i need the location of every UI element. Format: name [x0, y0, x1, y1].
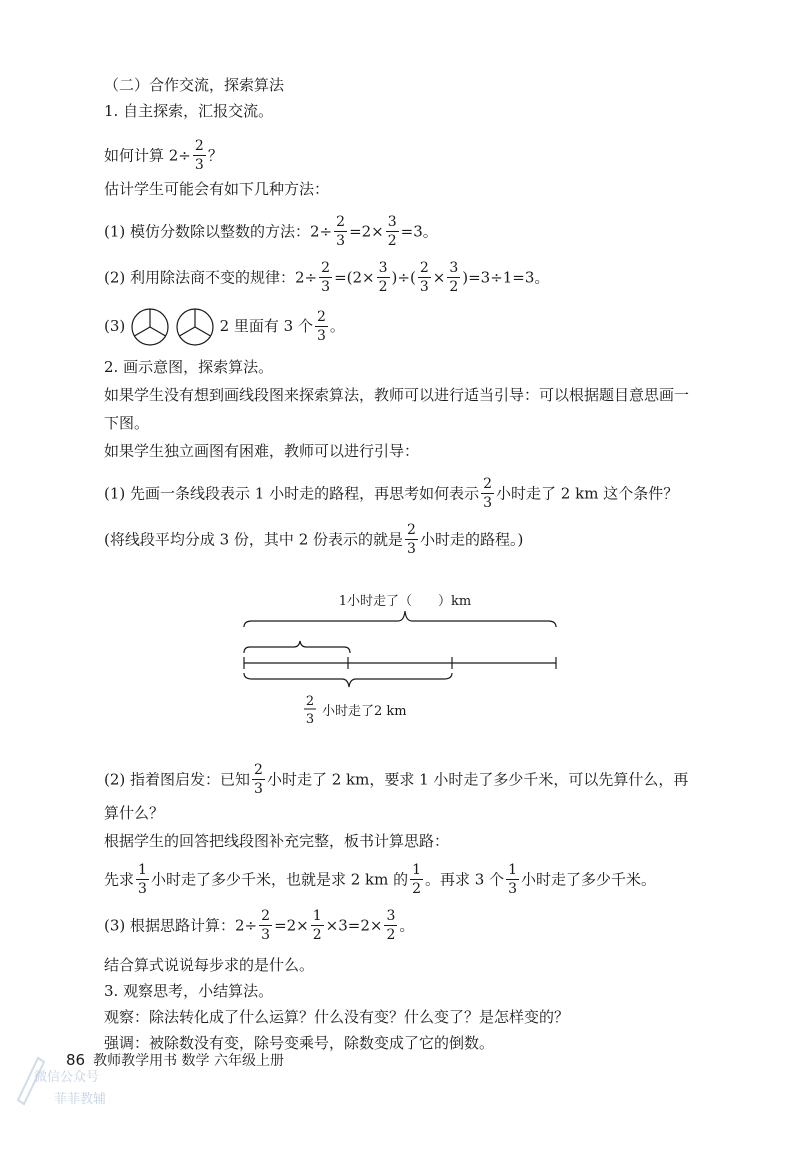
paragraph-1-line2: 下图。	[104, 414, 150, 432]
emphasis-line: 强调：被除数没有变，除号变乘号，除数变成了它的倒数。	[104, 1034, 495, 1052]
diagram-bottom-label: 小时走了2 km	[322, 704, 407, 719]
circle-thirds-icon	[130, 307, 170, 347]
step1-title: 1. 自主探索，汇报交流。	[104, 102, 274, 120]
section-heading: （二）合作交流，探索算法	[104, 76, 285, 94]
guide-3: (3) 根据思路计算：2÷ $\frac{2}{3}$ =2× $\frac{1}{2}$ ×3=2× $\frac{3}{2}$ 。	[104, 908, 415, 943]
diagram-frac-num: 2	[305, 694, 315, 709]
paragraph-5: 结合算式说说每步求的是什么。	[104, 956, 315, 974]
line-segment-diagram	[230, 585, 580, 735]
guide-1-note: (将线段平均分成 3 份，其中 2 份表示的就是 $\frac{2}{3}$ 小时走的路程。)	[104, 522, 524, 557]
question-line	[104, 140, 223, 173]
diagram-frac-den: 3	[305, 712, 315, 727]
watermark-line1: 微信公众号	[34, 1070, 100, 1085]
question-text: 如何计算 2÷	[104, 146, 191, 165]
method-1: (1) 模仿分数除以整数的方法：2÷ $\frac{2}{3}$ =2× $\frac{3}{2}$ =3。	[104, 214, 438, 249]
page-number: 86	[66, 1051, 86, 1069]
question-suffix: ？	[207, 146, 223, 165]
fraction-two-thirds: $\frac{2}{3}$	[194, 138, 204, 173]
guide-2-line2: 算什么？	[104, 804, 165, 822]
paragraph-3: 根据学生的回答把线段图补充完整，板书计算思路：	[104, 832, 450, 850]
page-footer	[66, 1050, 284, 1070]
method-2: (2) 利用除法商不变的规律：2÷ $\frac{2}{3}$ =(2× $\frac{3}{2}$ )÷( $\frac{2}{3}$ × $\frac{3}{2}$ )=3÷1=3。	[104, 260, 550, 295]
guide-1: (1) 先画一条线段表示 1 小时走的路程，再思考如何表示 $\frac{2}{3}$ 小时走了 2 km 这个条件？	[104, 476, 679, 511]
paragraph-4: 先求 $\frac{1}{3}$ 小时走了多少千米，也就是求 2 km 的 $\frac{1}{2}$ 。再求 3 个 $\frac{1}{3}$ 小时走了多少千米。	[104, 862, 657, 897]
book-title: 教师教学用书 数学 六年级上册	[93, 1053, 284, 1069]
bottom-brace	[244, 673, 452, 687]
step3-title: 3. 观察思考，小结算法。	[104, 982, 274, 1000]
paragraph-1-line1: 如果学生没有想到画线段图来探索算法，教师可以进行适当引导：可以根据题目意思画一	[104, 386, 690, 404]
top-brace	[244, 611, 556, 627]
estimate-line: 估计学生可能会有如下几种方法：	[104, 180, 330, 198]
circle-thirds-icon	[175, 307, 215, 347]
diagram-top-label: 1小时走了（ ）km	[338, 594, 472, 609]
step2-title: 2. 画示意图，探索算法。	[104, 358, 274, 376]
method-3: (3) 2 里面有 3 个 $\frac{2}{3}$ 。	[104, 306, 345, 347]
small-brace	[244, 641, 350, 653]
paragraph-2: 如果学生独立画图有困难，教师可以进行引导：	[104, 442, 420, 460]
observe-line: 观察：除法转化成了什么运算？什么没有变？什么变了？是怎样变的？	[104, 1008, 570, 1026]
watermark-line2: 菲菲教辅	[54, 1092, 107, 1107]
guide-2: (2) 指着图启发：已知 $\frac{2}{3}$ 小时走了 2 km，要求 1 小时走了多少千米，可以先算什么，再	[104, 762, 689, 797]
